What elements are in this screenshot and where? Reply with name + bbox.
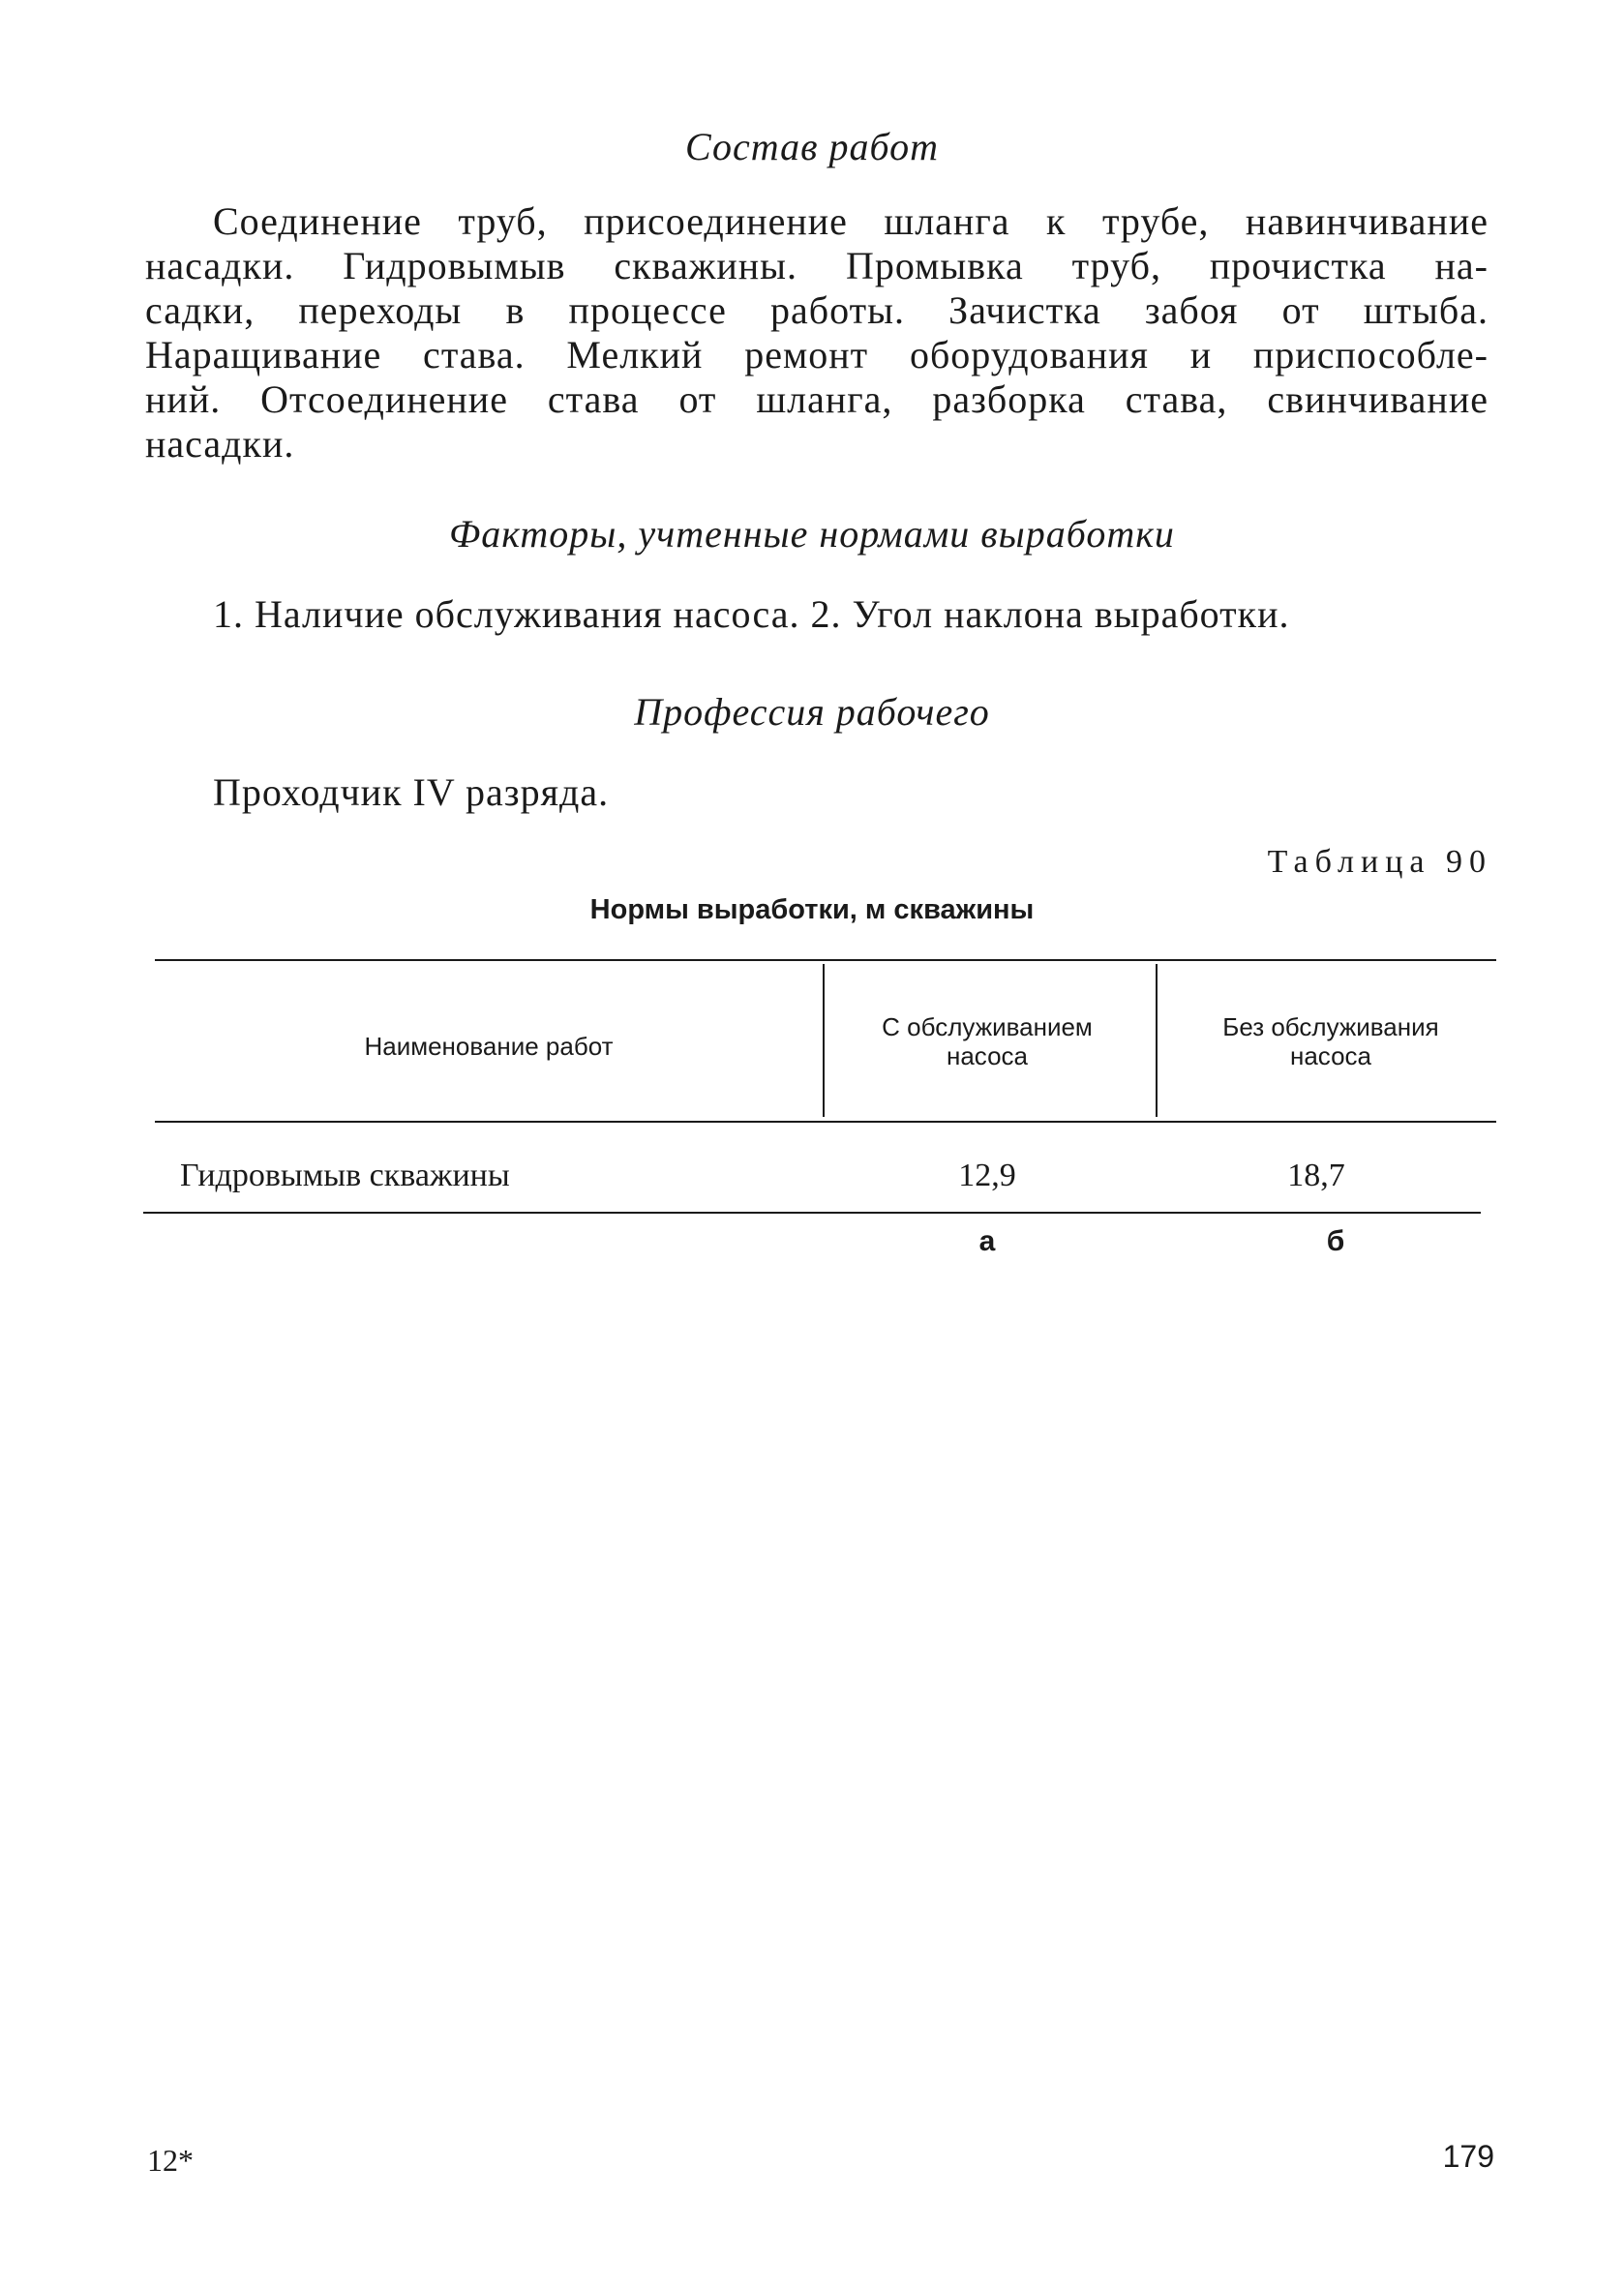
table-column-divider	[823, 964, 825, 1117]
footer-signature: 12*	[147, 2143, 194, 2178]
profession-heading: Профессия рабочего	[634, 690, 990, 734]
table-label: Таблица 90	[1267, 844, 1492, 880]
table-header-rule	[155, 1121, 1496, 1123]
composition-heading: Состав работ	[685, 125, 939, 168]
column-letter-b: б	[1326, 1225, 1345, 1257]
row-name: Гидровымыв скважины	[180, 1158, 510, 1193]
composition-line: насадки.	[145, 422, 295, 466]
table-title: Нормы выработки, м скважины	[589, 894, 1035, 925]
table-bottom-rule	[143, 1212, 1481, 1214]
composition-paragraph	[145, 199, 1489, 466]
column-letter-a: а	[978, 1225, 996, 1257]
factors-heading: Факторы, учтенные нормами выработки	[449, 512, 1175, 556]
composition-line: Наращивание става. Мелкий ремонт оборудования и приспособле-	[145, 333, 1489, 376]
row-with-service-value: 12,9	[958, 1158, 1016, 1193]
composition-line: ний. Отсоединение става от шланга, разборка става, свинчивание	[145, 377, 1489, 421]
row-without-service-value: 18,7	[1287, 1158, 1345, 1193]
header-without-service: Без обслуживания насоса	[1222, 1012, 1439, 1070]
factors-text: 1. Наличие обслуживания насоса. 2. Угол наклона выработки.	[213, 592, 1290, 636]
factors-paragraph	[145, 592, 1489, 637]
profession-paragraph	[145, 770, 1489, 815]
page-number: 179	[1442, 2139, 1494, 2174]
composition-line: Соединение труб, присоединение шланга к трубе, навинчивание	[213, 199, 1489, 243]
table-top-rule	[155, 959, 1496, 961]
table-column-divider	[1156, 964, 1158, 1117]
composition-line: садки, переходы в процессе работы. Зачистка забоя от штыба.	[145, 288, 1489, 332]
profession-text: Проходчик IV разряда.	[213, 770, 610, 814]
header-name: Наименование работ	[364, 1032, 614, 1061]
composition-line: насадки. Гидровымыв скважины. Промывка труб, прочистка на-	[145, 244, 1489, 287]
header-with-service: С обслуживанием насоса	[882, 1012, 1093, 1070]
